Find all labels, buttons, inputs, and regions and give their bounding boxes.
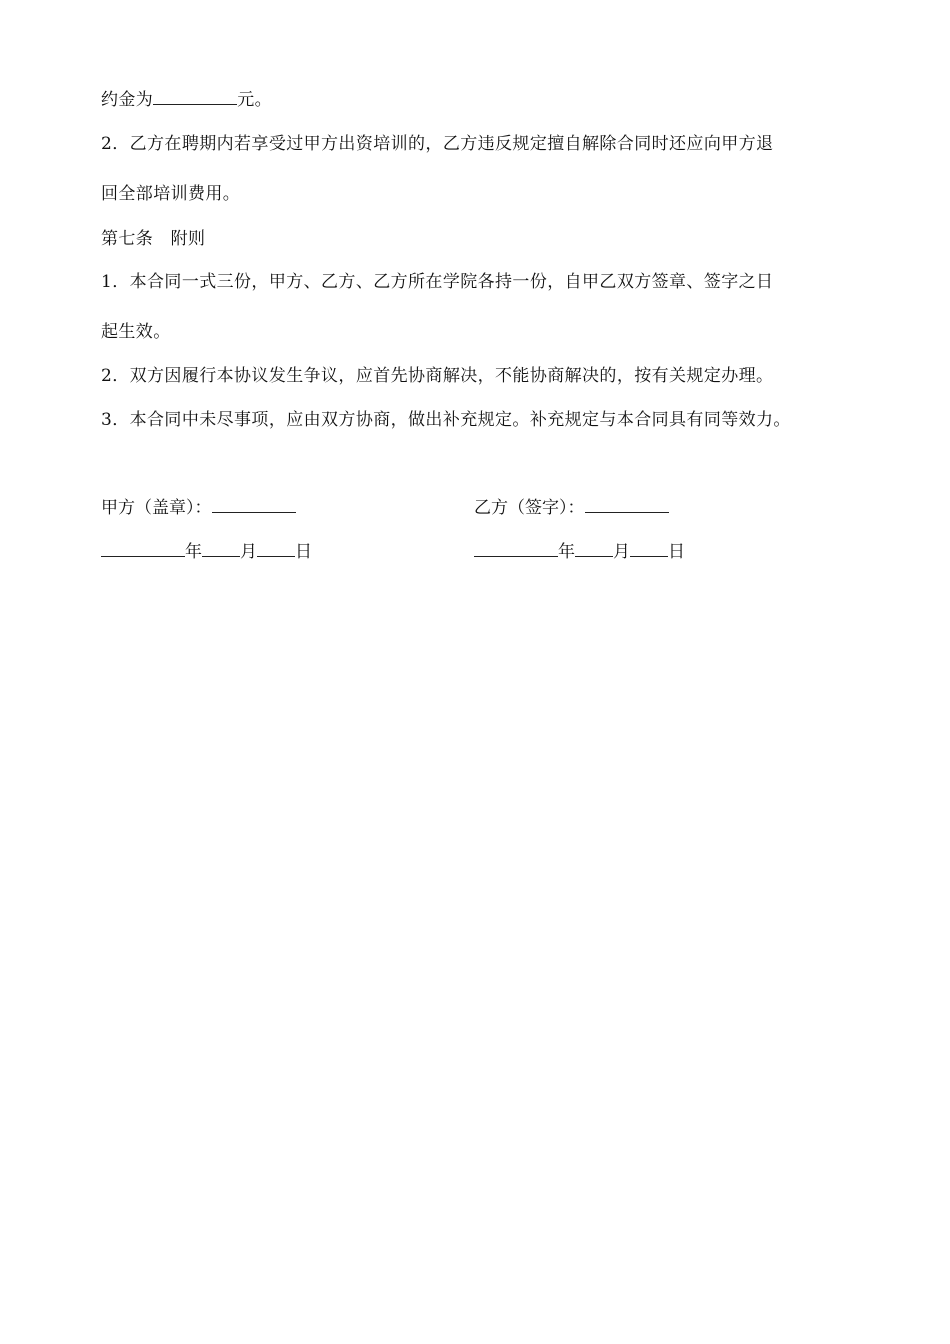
- day-label: 日: [295, 542, 312, 562]
- clause-2-line-2: 回全部培训费用。: [101, 184, 241, 204]
- party-b-month-blank: [575, 542, 613, 557]
- party-a-year-blank: [101, 542, 185, 557]
- amount-blank: [153, 90, 237, 105]
- month-label: 月: [240, 542, 257, 562]
- party-a-signature: [101, 497, 296, 519]
- day-label: 日: [668, 542, 685, 562]
- article-7-item-1-line-2: 起生效。: [101, 322, 171, 342]
- party-b-date: [474, 541, 685, 563]
- article-7-item-2: 2．双方因履行本协议发生争议，应首先协商解决，不能协商解决的，按有关规定办理。: [101, 366, 774, 386]
- year-label: 年: [185, 542, 202, 562]
- article-7-item-1-line-1: 1．本合同一式三份，甲方、乙方、乙方所在学院各持一份，自甲乙双方签章、签字之日: [101, 272, 774, 292]
- party-a-date: [101, 541, 312, 563]
- year-label: 年: [558, 542, 575, 562]
- penalty-amount-line: [101, 89, 272, 111]
- article-7-item-3: 3．本合同中未尽事项，应由双方协商，做出补充规定。补充规定与本合同具有同等效力。: [101, 410, 791, 430]
- party-a-seal-blank: [212, 498, 296, 513]
- party-a-day-blank: [257, 542, 295, 557]
- penalty-suffix: 元。: [237, 90, 273, 110]
- party-b-year-blank: [474, 542, 558, 557]
- penalty-prefix: 约金为: [101, 90, 154, 110]
- party-a-label: 甲方（盖章）：: [101, 498, 212, 518]
- party-a-month-blank: [202, 542, 240, 557]
- party-b-sign-blank: [585, 498, 669, 513]
- month-label: 月: [613, 542, 630, 562]
- party-b-day-blank: [630, 542, 668, 557]
- clause-2-line-1: 2．乙方在聘期内若享受过甲方出资培训的，乙方违反规定擅自解除合同时还应向甲方退: [101, 134, 774, 154]
- party-b-label: 乙方（签字）：: [474, 498, 585, 518]
- article-7-heading: 第七条 附则: [101, 229, 206, 249]
- party-b-signature: [474, 497, 669, 519]
